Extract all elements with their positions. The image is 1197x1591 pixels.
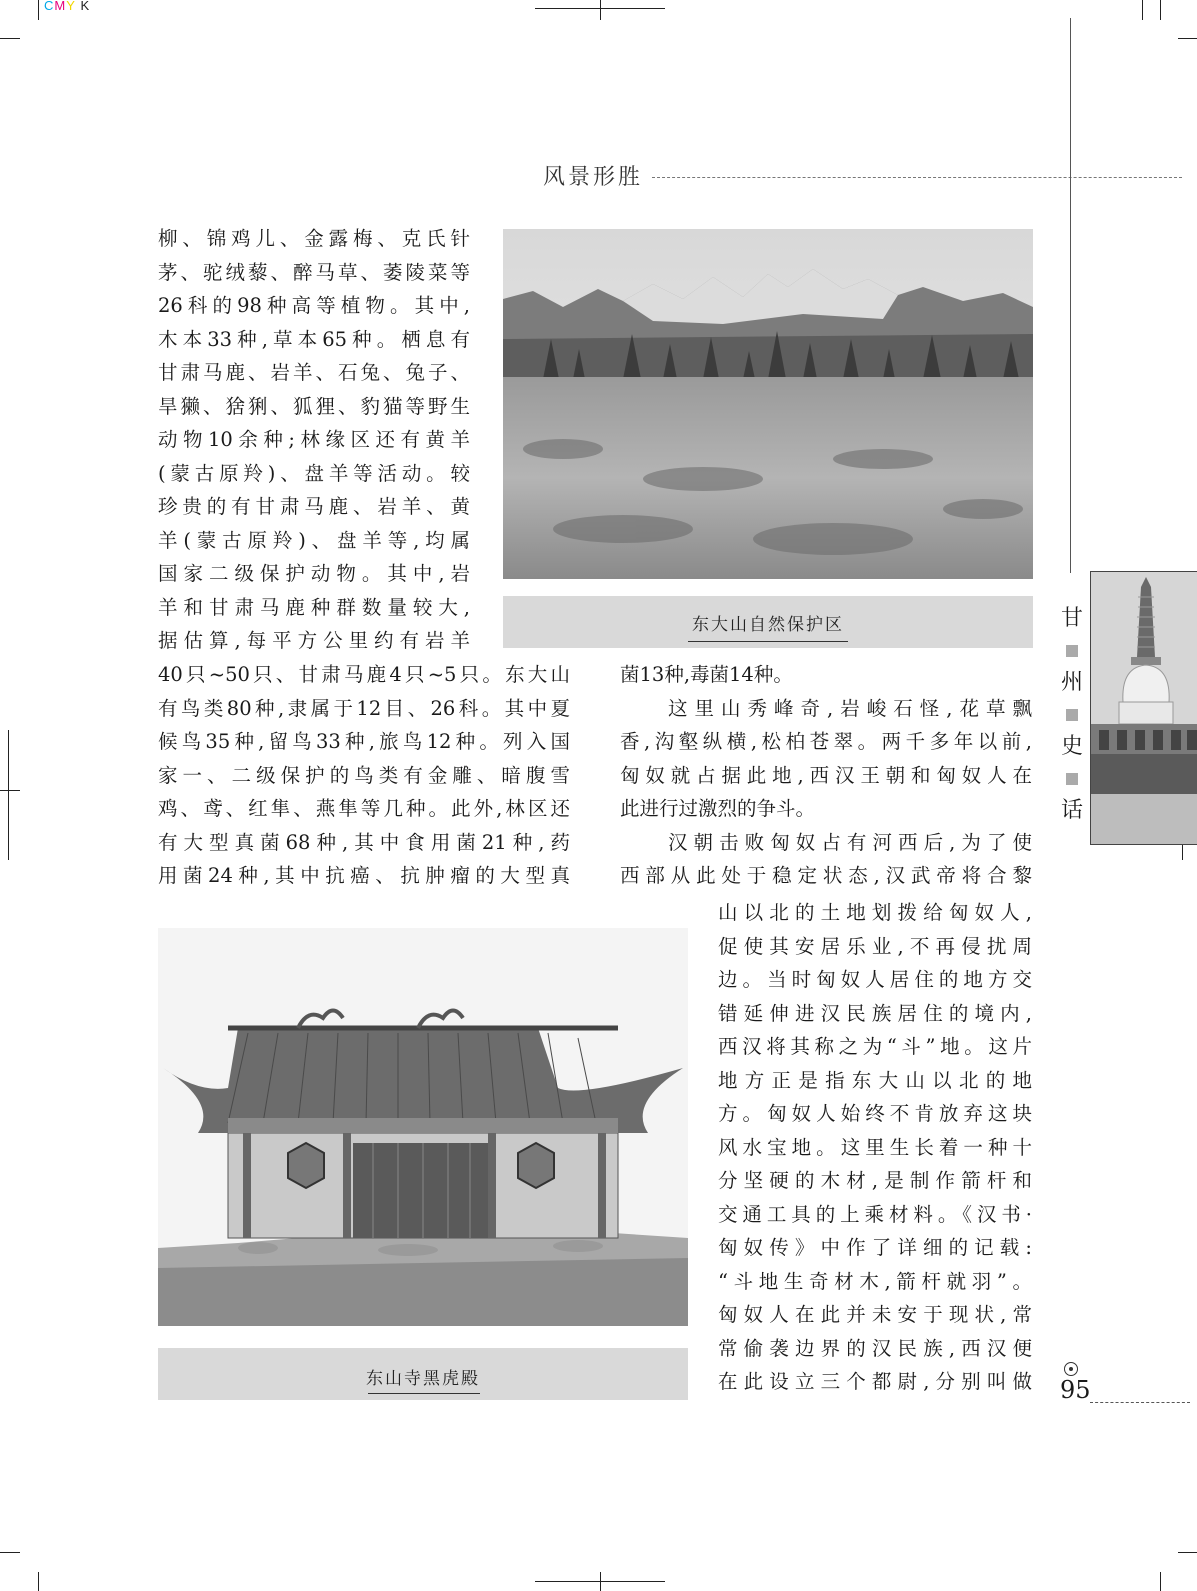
text-line: 有大型真菌68种,其中食用菌21种,药 xyxy=(158,830,570,854)
text-line: 甘肃马鹿、岩羊、石兔、兔子、 xyxy=(158,361,470,384)
text-line: 常偷袭边界的汉民族,西汉便 xyxy=(718,1336,1032,1360)
text-line: 家一、二级保护的鸟类有金雕、暗腹雪 xyxy=(158,763,570,787)
text-line: 木本33种,草本65种。栖息有 xyxy=(158,327,470,351)
text-line: 分坚硬的木材,是制作箭杆和 xyxy=(718,1169,1032,1192)
text-line: 香,沟壑纵横,松柏苍翠。两千多年以前, xyxy=(620,730,1032,753)
text-line: 西部从此处于稳定状态,汉武帝将合黎 xyxy=(620,864,1032,887)
color-registration-label xyxy=(44,0,90,13)
text-line: 羊(蒙古原羚)、盘羊等,均属 xyxy=(158,528,470,552)
page-marker-icon xyxy=(1064,1362,1078,1376)
temple-photo xyxy=(158,928,688,1326)
crop-mark xyxy=(38,0,39,20)
right-narrow-column-text xyxy=(718,896,1032,1399)
yellow-label: Y xyxy=(66,0,76,13)
margin-rule xyxy=(1070,18,1071,573)
right-column-text xyxy=(620,658,1032,893)
temple-hall-image xyxy=(158,928,688,1326)
text-line: 国家二级保护动物。其中,岩 xyxy=(158,562,470,585)
crop-mark xyxy=(1178,1552,1197,1553)
crop-mark xyxy=(1160,1572,1161,1591)
text-line: 珍贵的有甘肃马鹿、岩羊、黄 xyxy=(158,495,470,518)
text-line: 匈奴人在此并未安于现状,常 xyxy=(718,1303,1032,1326)
book-title-char: 甘 xyxy=(1060,606,1083,631)
text-line: 用菌24种,其中抗癌、抗肿瘤的大型真 xyxy=(158,864,570,887)
text-line: 方。匈奴人始终不肯放弃这块 xyxy=(718,1102,1032,1125)
nature-reserve-photo xyxy=(503,229,1033,579)
text-line: 旱獭、猞猁、狐狸、豹猫等野生 xyxy=(158,394,470,418)
photo2-caption: 东山寺黑虎殿 xyxy=(366,1369,480,1389)
text-line: 汉朝击败匈奴占有河西后,为了使 xyxy=(668,830,1032,854)
text-line: 促使其安居乐业,不再侵扰周 xyxy=(718,934,1032,958)
text-line: 羊和甘肃马鹿种群数量较大, xyxy=(158,595,470,619)
text-line: 西汉将其称之为“斗”地。这片 xyxy=(718,1035,1032,1058)
crop-mark xyxy=(0,1552,20,1553)
text-line: (蒙古原羚)、盘羊等活动。较 xyxy=(158,461,470,485)
text-line: 候鸟35种,留鸟33种,旅鸟12种。列入国 xyxy=(158,730,570,753)
title-separator xyxy=(1066,773,1078,785)
left-column-text xyxy=(158,222,470,658)
text-line: 地方正是指东大山以北的地 xyxy=(718,1068,1032,1092)
text-line: 这里山秀峰奇,岩峻石怪,花草飘 xyxy=(668,696,1032,720)
text-line: 据估算,每平方公里约有岩羊 xyxy=(158,629,470,652)
crop-mark xyxy=(600,1572,601,1591)
text-line: 40只~50只、甘肃马鹿4只~5只。东大山 xyxy=(158,663,570,686)
text-line: 菌13种,毒菌14种。 xyxy=(620,663,793,686)
photo1-caption: 东大山自然保护区 xyxy=(692,615,844,635)
crop-mark xyxy=(600,0,601,20)
pagoda-tab-image xyxy=(1090,571,1197,845)
text-line: 此进行过激烈的争斗。 xyxy=(620,797,816,820)
text-line: 匈奴传》中作了详细的记载: xyxy=(718,1236,1032,1259)
text-line: 错延伸进汉民族居住的境内, xyxy=(718,1001,1032,1025)
crop-mark xyxy=(1142,0,1143,20)
header-divider xyxy=(652,177,1182,178)
pagoda-image xyxy=(1091,572,1197,844)
magenta-label: M xyxy=(54,0,67,13)
text-line: “斗地生奇材木,箭杆就羽”。 xyxy=(718,1269,1032,1293)
black-label: K xyxy=(80,0,91,13)
book-title-char: 话 xyxy=(1060,798,1083,823)
text-line: 26科的98种高等植物。其中, xyxy=(158,294,470,317)
title-separator xyxy=(1066,709,1078,721)
photo2-caption-underline xyxy=(368,1393,480,1394)
book-title-vertical xyxy=(1058,603,1086,827)
mountain-landscape-image xyxy=(503,229,1033,579)
cyan-label: C xyxy=(44,0,55,13)
text-line: 动物10余种;林缘区还有黄羊 xyxy=(158,428,470,451)
crop-mark xyxy=(1160,0,1161,20)
section-title: 风景形胜 xyxy=(543,165,644,190)
text-line: 山以北的土地划拨给匈奴人, xyxy=(718,901,1032,924)
text-line: 交通工具的上乘材料。《汉书· xyxy=(718,1202,1032,1226)
crop-mark xyxy=(8,730,9,860)
text-line: 边。当时匈奴人居住的地方交 xyxy=(718,968,1032,991)
crop-mark xyxy=(38,1572,39,1591)
footer-divider xyxy=(1090,1402,1190,1403)
text-line: 匈奴就占据此地,西汉王朝和匈奴人在 xyxy=(620,763,1032,787)
text-line: 柳、锦鸡儿、金露梅、克氏针 xyxy=(158,227,470,250)
text-line: 茅、驼绒藜、醉马草、萎陵菜等 xyxy=(158,260,470,284)
crop-mark xyxy=(0,790,20,791)
text-line: 有鸟类80种,隶属于12目、26科。其中夏 xyxy=(158,696,570,720)
left-wide-column-text xyxy=(158,658,570,893)
book-title-char: 史 xyxy=(1060,734,1083,759)
page-number: 95 xyxy=(1060,1376,1091,1404)
title-separator xyxy=(1066,645,1078,657)
text-line: 在此设立三个都尉,分别叫做 xyxy=(718,1370,1032,1393)
crop-mark xyxy=(0,38,20,39)
text-line: 风水宝地。这里生长着一种十 xyxy=(718,1135,1032,1159)
book-title-char: 州 xyxy=(1060,670,1083,695)
text-line: 鸡、鸢、红隼、燕隼等几种。此外,林区还 xyxy=(158,797,570,820)
crop-mark xyxy=(1178,38,1197,39)
photo1-caption-underline xyxy=(688,641,848,642)
